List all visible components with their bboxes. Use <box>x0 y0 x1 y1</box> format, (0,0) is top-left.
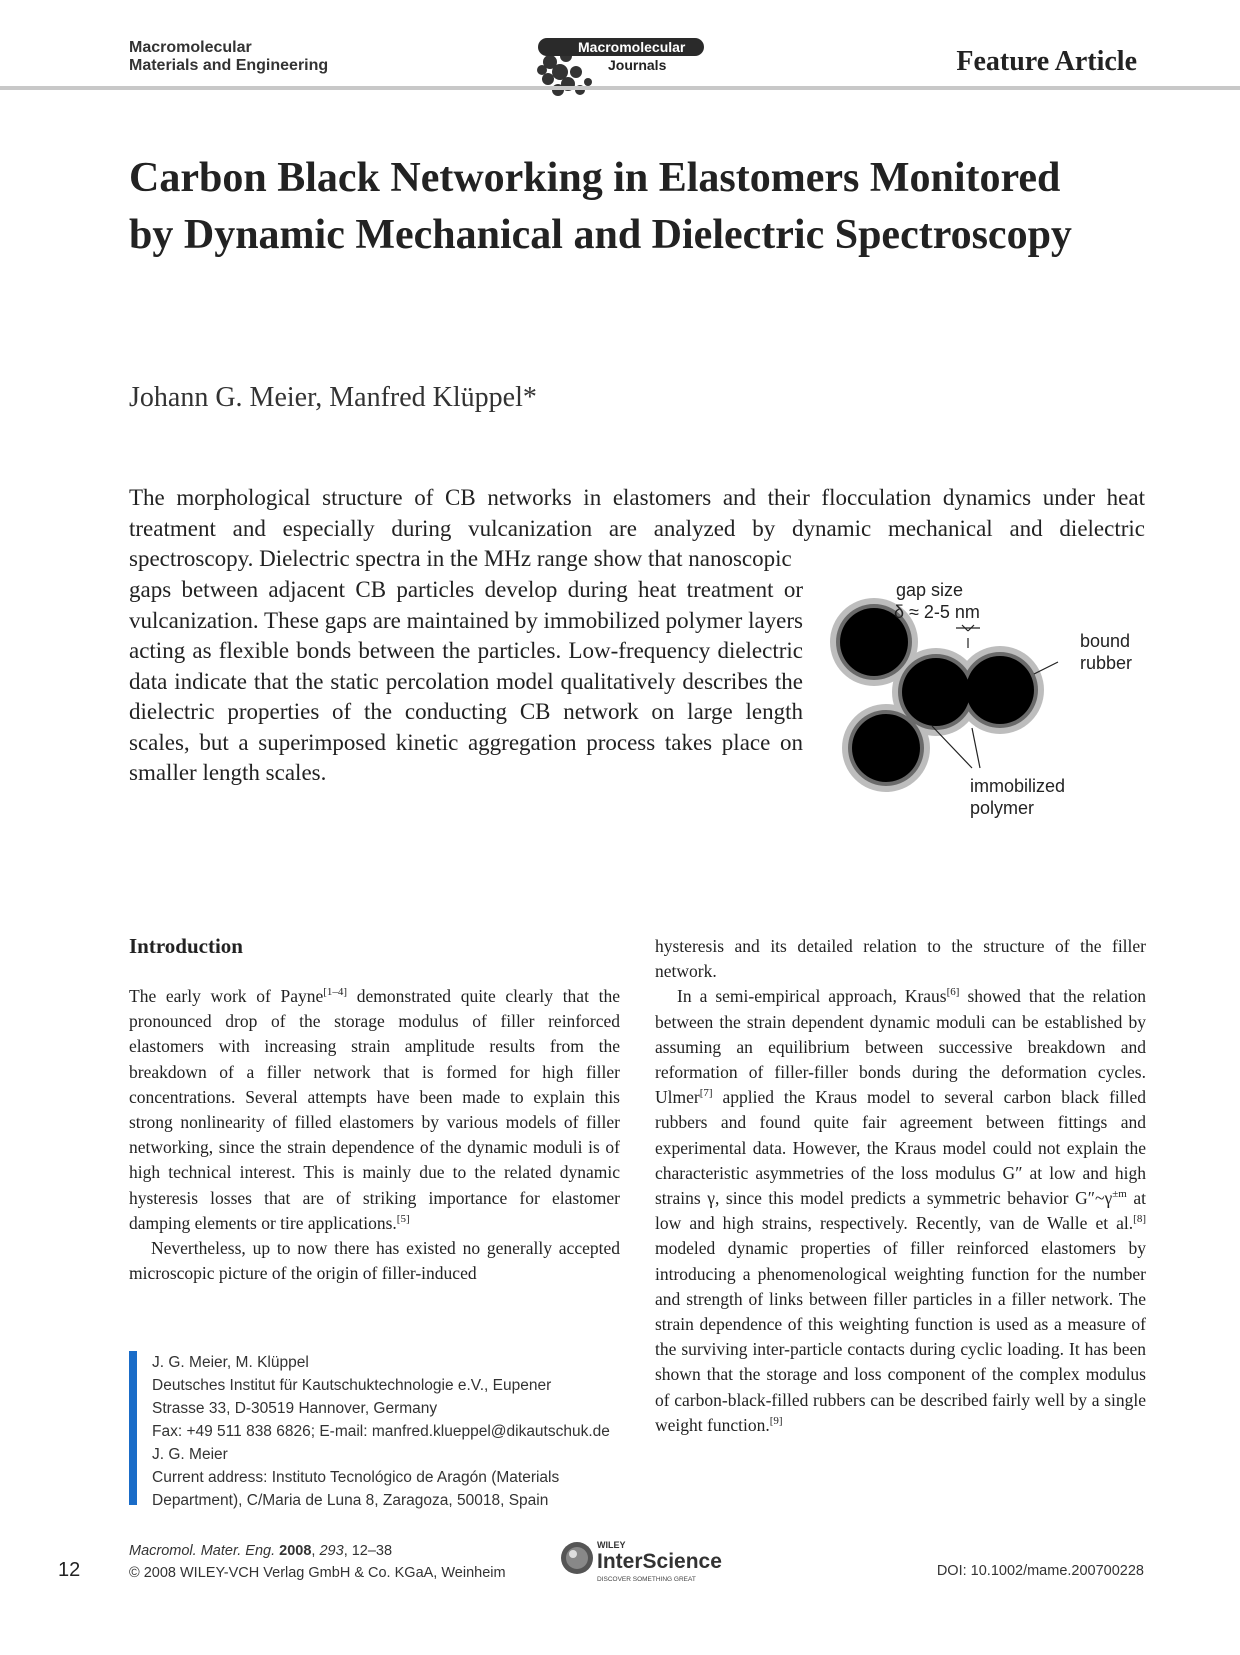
intro-paragraph-2: Nevertheless, up to now there has existed no generally accepted microscopic picture of the origin of filler-induced <box>129 1238 620 1284</box>
footer-citation: Macromol. Mater. Eng. 2008, 293, 12–38 © 2008 WILEY-VCH Verlag GmbH & Co. KGaA, Weinheim <box>129 1540 506 1584</box>
affil-line: J. G. Meier, M. Klüppel <box>152 1354 309 1371</box>
logo-text-line2: Journals <box>608 57 667 73</box>
intro-paragraph-1: The early work of Payne[1–4] demonstrated quite clearly that the pronounced drop of the storage modulus of filler reinforced elastomers with increasing strain amplitude results from the breakdown of a filler network that is formed for high filler concentrations. Several attempts have been made to explain this strong nonlinearity of filled elastomers by various models of filler networking, since the strain dependence of the dynamic moduli is of high technical interest. This is mainly due to the related dynamic hysteresis losses that are of striking importance for elastomer damping elements or tire applications.[5] <box>129 986 620 1233</box>
affil-line: Strasse 33, D-30519 Hannover, Germany <box>152 1400 438 1417</box>
abstract-part2: gaps between adjacent CB particles develop during heat treatment or vulcanization. These gaps are maintained by immobilized polymer layers acting as flexible bonds between the particles. Low-frequency dielectric data indicate that the static percolation model qualitatively describes the dielectric properties of the conducting CB network on large length scales, but a superimposed kinetic aggregation process takes place on smaller length scales. <box>129 577 803 785</box>
figure-label-polymer: polymer <box>970 798 1035 818</box>
wiley-label: WILEY <box>597 1540 626 1550</box>
citation-ref: [5] <box>396 1213 410 1225</box>
journal-name-line1: Macromolecular <box>129 39 252 56</box>
header-rule <box>0 86 1240 90</box>
interscience-tagline: DISCOVER SOMETHING GREAT <box>597 1576 696 1583</box>
globe-icon <box>561 1542 593 1574</box>
interscience-label: InterScience <box>597 1550 722 1573</box>
citation-ref: [7] <box>699 1087 713 1100</box>
intro-paragraph-3: In a semi-empirical approach, Kraus[6] showed that the relation between the strain dependent dynamic moduli can be established by assuming an equilibrium between successive breakdown and reformation of filler-filler bonds during the deformation cycles. Ulmer[7] applied the Kraus model to several carbon black filled rubbers and found quite fair agreement between fittings and experimental data. However, the Kraus model could not explain the characteristic asymmetries of the loss modulus G″ at low and high strains γ, since this model predicts a symmetric behavior $G''\sim\gamma^{\pm m}$ at low and high strains, respectively. Recently, van de Walle et al.[8] modeled dynamic properties of filler reinforced elastomers by introducing a phenomenological weighting function for the number and strength of links between filler particles in a filler network. The strain dependence of this weighting function is used as a measure of the surviving inter-particle contacts during cyclic loading. It has been shown that the storage and loss component of the complex modulus of carbon-black-filled rubbers can be described fairly well by a single weight function.[9] <box>655 986 1146 1435</box>
author-affiliations <box>129 1351 657 1509</box>
logo-text-line1: Macromolecular <box>578 39 686 55</box>
cb-particle <box>852 714 920 782</box>
figure-label-bound: bound <box>1080 631 1131 651</box>
doi: DOI: 10.1002/mame.200700228 <box>936 1563 1144 1579</box>
citation-ref: [9] <box>769 1415 783 1428</box>
wiley-interscience-logo <box>555 1534 745 1590</box>
citation-ref: [8] <box>1133 1213 1146 1226</box>
affil-contact: Fax: +49 511 838 6826; E-mail: manfred.klueppel@dikautschuk.de <box>152 1423 610 1440</box>
figure-label-immobilized: immobilized <box>970 776 1066 796</box>
affil-line: Department), C/Maria de Luna 8, Zaragoza, 50018, Spain <box>152 1492 549 1509</box>
body-column-right <box>655 934 1146 1438</box>
journal-name <box>129 39 328 75</box>
introduction-heading: Introduction <box>129 934 243 958</box>
article-authors: Johann G. Meier, Manfred Klüppel* <box>129 382 537 413</box>
carbon-black-particles <box>840 608 1034 782</box>
copyright: © 2008 WILEY-VCH Verlag GmbH & Co. KGaA, Weinheim <box>129 1565 506 1581</box>
section-label: Feature Article <box>956 46 1137 77</box>
macromolecular-journals-logo <box>528 24 718 104</box>
affil-line: J. G. Meier <box>152 1446 228 1463</box>
journal-name-line2: Materials and Engineering <box>129 57 329 74</box>
exponent: ±m <box>1112 1188 1127 1201</box>
affil-line: Deutsches Institut für Kautschuktechnologie e.V., Eupener <box>152 1377 552 1394</box>
cb-particle <box>902 658 970 726</box>
figure-label-gap-size: δ ≈ 2-5 nm <box>894 602 980 622</box>
carbon-black-network-figure <box>822 578 1152 838</box>
citation-ref: [6] <box>946 986 960 999</box>
cb-particle <box>966 656 1034 724</box>
figure-label-gap: gap size <box>896 580 964 600</box>
body-column-left <box>129 984 620 1286</box>
intro-paragraph-2-cont: hysteresis and its detailed relation to the structure of the filler network. <box>655 936 1146 982</box>
page-number: 12 <box>58 1559 81 1581</box>
affil-line: Current address: Instituto Tecnológico de Aragón (Materials <box>152 1469 560 1486</box>
figure-label-rubber: rubber <box>1080 653 1133 673</box>
article-title: Carbon Black Networking in Elastomers Monitored by Dynamic Mechanical and Dielectric Spectroscopy <box>129 155 1072 258</box>
abstract-part1: The morphological structure of CB networks in elastomers and their flocculation dynamics under heat treatment and especially during vulcanization are analyzed by dynamic mechanical and dielectric spectroscopy. Dielectric spectra in the MHz range show that nanoscopic <box>129 485 1145 571</box>
citation-ref: [1–4] <box>323 986 348 999</box>
